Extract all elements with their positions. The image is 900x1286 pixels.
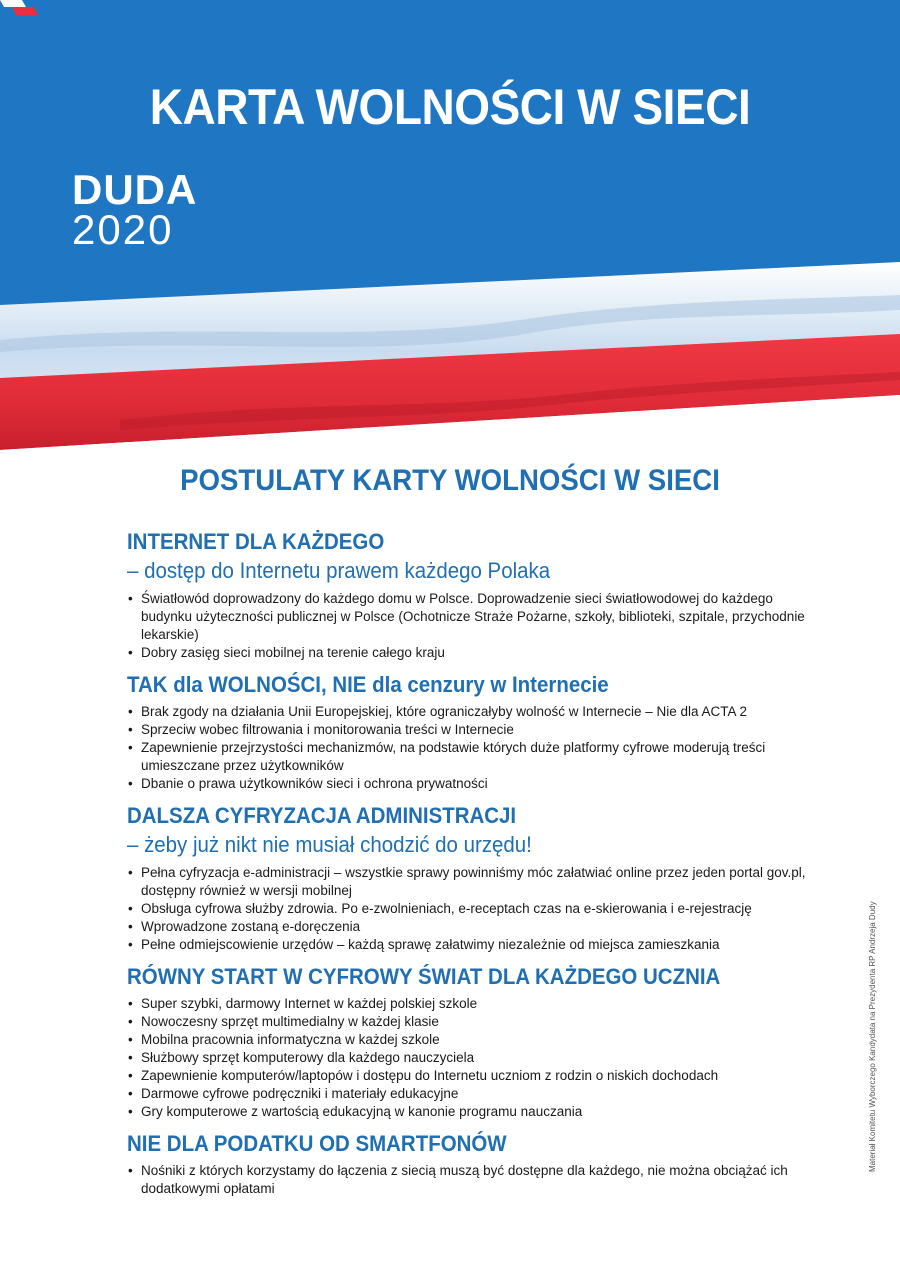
list-item: • Gry komputerowe z wartością edukacyjną w kanonie programu nauczania — [127, 1103, 817, 1121]
main-heading: POSTULATY KARTY WOLNOŚCI W SIECI — [180, 464, 720, 497]
logo-year: 2020 — [72, 206, 174, 253]
list-item: • Darmowe cyfrowe podręczniki i materiały edukacyjne — [127, 1085, 817, 1103]
section-subtitle: – dostęp do Internetu prawem każdego Polaka — [127, 558, 551, 583]
section-title: INTERNET DLA KAŻDEGO — [127, 529, 385, 554]
page-title: KARTA WOLNOŚCI W SIECI — [149, 79, 751, 135]
list-item: • Sprzeciw wobec filtrowania i monitorowania treści w Internecie — [127, 721, 817, 739]
section-equal-start-students — [127, 963, 817, 1121]
polish-flag-icon — [0, 0, 40, 16]
list-item: • Super szybki, darmowy Internet w każdej polskiej szkole — [127, 995, 817, 1013]
list-item: • Zapewnienie komputerów/laptopów i dostępu do Internetu uczniom z rodzin o niskich dochodach — [127, 1067, 817, 1085]
logo-name: DUDA — [72, 166, 198, 213]
section-title: RÓWNY START W CYFROWY ŚWIAT DLA KAŻDEGO UCZNIA — [127, 964, 721, 989]
postulates-list — [127, 528, 817, 1207]
list-item: • Dobry zasięg sieci mobilnej na terenie całego kraju — [127, 644, 817, 662]
list-item: • Nowoczesny sprzęt multimedialny w każdej klasie — [127, 1013, 817, 1031]
list-item: • Służbowy sprzęt komputerowy dla każdego nauczyciela — [127, 1049, 817, 1067]
list-item: • Obsługa cyfrowa służby zdrowia. Po e-zwolnieniach, e-receptach czas na e-skierowania i e-rejestrację — [127, 900, 817, 918]
legal-footnote: Materiał Komitetu Wyborczego Kandydata na Prezydenta RP Andrzeja Dudy — [868, 901, 877, 1172]
header-banner — [0, 0, 900, 460]
list-item: • Wprowadzone zostaną e-doręczenia — [127, 918, 817, 936]
section-no-smartphone-tax — [127, 1130, 817, 1198]
list-item: • Światłowód doprowadzony do każdego domu w Polsce. Doprowadzenie sieci światłowodowej do każdego budynku użyteczności publicznej w Polsce (Ochotnicze Straże Pożarne, szkoły, biblioteki, szpitale, przychodnie lekarskie) — [127, 590, 817, 644]
list-item: • Pełne odmiejscowienie urzędów – każdą sprawę załatwimy niezależnie od miejsca zamieszkania — [127, 936, 817, 954]
list-item: • Zapewnienie przejrzystości mechanizmów, na podstawie których duże platformy cyfrowe moderują treści umieszczane przez użytkowników — [127, 739, 817, 775]
section-internet-for-everyone — [127, 528, 817, 662]
duda-2020-logo — [72, 166, 198, 253]
section-administration-digitization — [127, 802, 817, 954]
list-item: • Nośniki z których korzystamy do łączenia z siecią muszą być dostępne dla każdego, nie można obciążać ich dodatkowymi opłatami — [127, 1162, 817, 1198]
section-title: DALSZA CYFRYZACJA ADMINISTRACJI — [127, 803, 517, 828]
list-item: • Pełna cyfryzacja e-administracji – wszystkie sprawy powinniśmy móc załatwiać online przez jeden portal gov.pl, dostępny również w wersji mobilnej — [127, 864, 817, 900]
section-subtitle: – żeby już nikt nie musiał chodzić do urzędu! — [127, 832, 532, 857]
list-item: • Mobilna pracownia informatyczna w każdej szkole — [127, 1031, 817, 1049]
section-title: NIE DLA PODATKU OD SMARTFONÓW — [127, 1131, 507, 1156]
list-item: • Brak zgody na działania Unii Europejskiej, które ograniczałyby wolność w Internecie – Nie dla ACTA 2 — [127, 703, 817, 721]
section-title: TAK dla WOLNOŚCI, NIE dla cenzury w Internecie — [127, 672, 609, 697]
list-item: • Dbanie o prawa użytkowników sieci i ochrona prywatności — [127, 775, 817, 793]
section-freedom-no-censorship — [127, 671, 817, 793]
